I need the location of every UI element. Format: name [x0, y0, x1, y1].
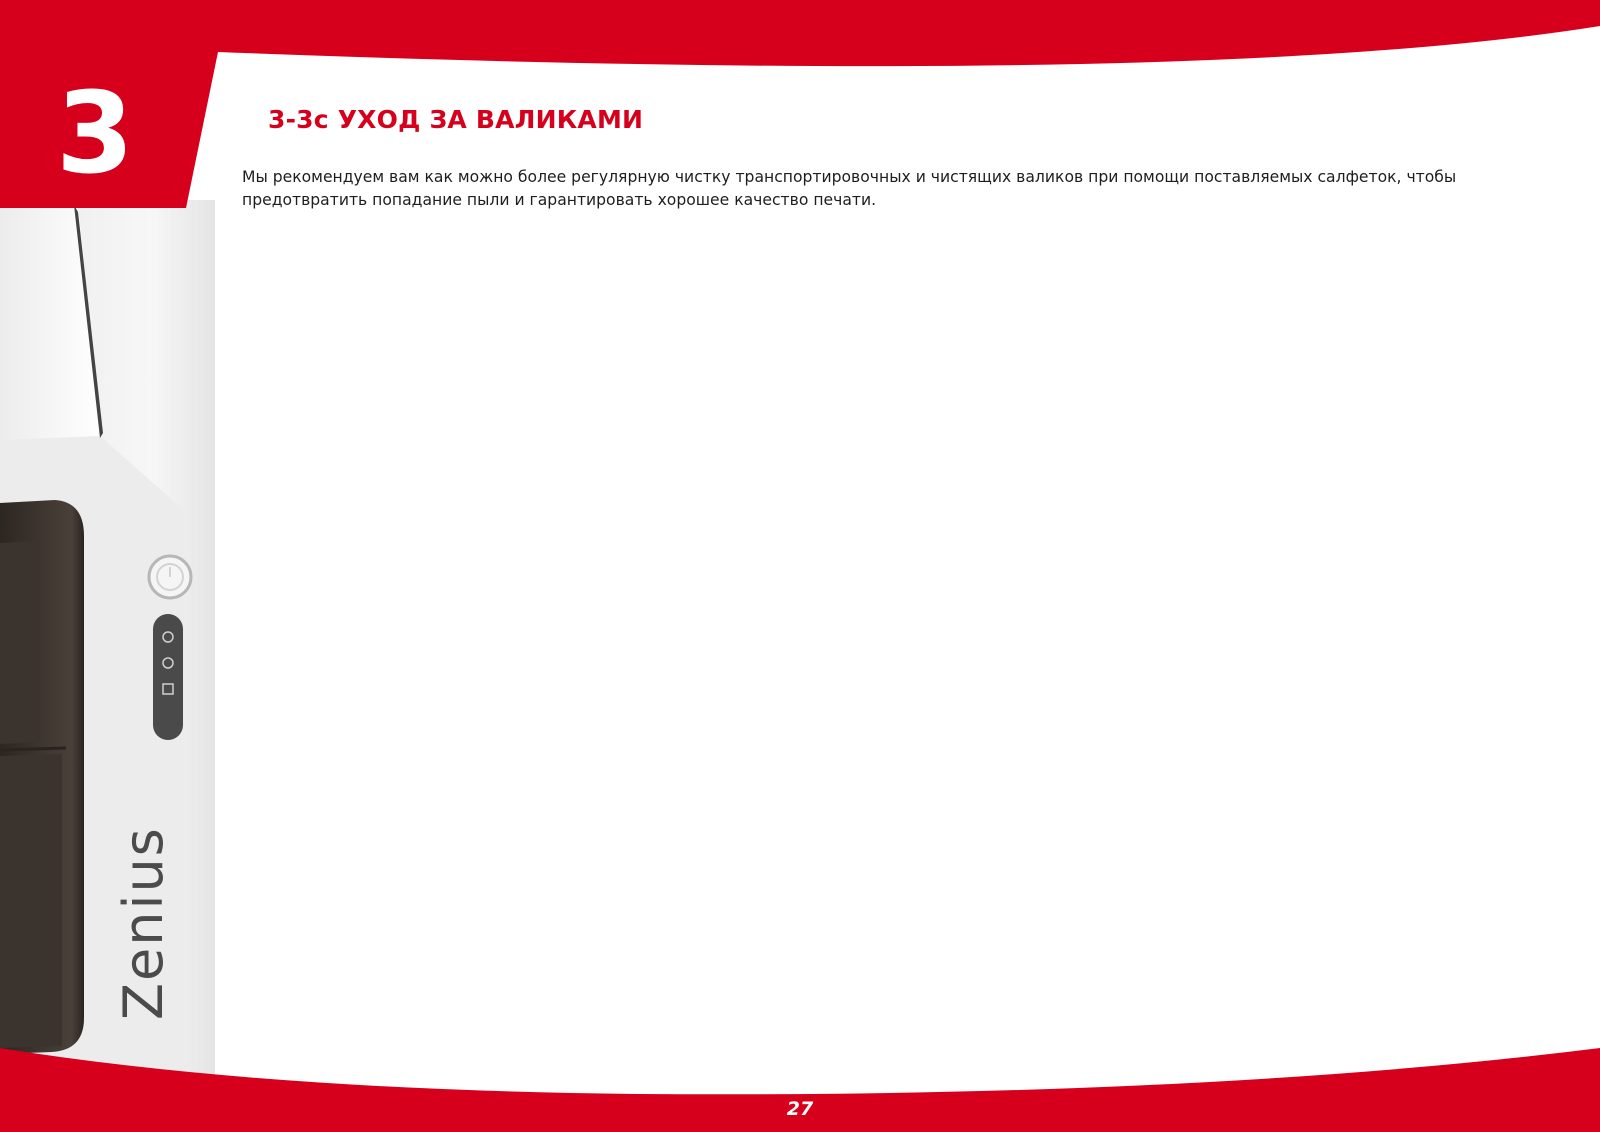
status-led-panel: [153, 614, 183, 740]
printer-brand-label: Zenius: [112, 826, 175, 1020]
section-body-text: Мы рекомендуем вам как можно более регулярную чистку транспортировочных и чистящих валиков при помощи поставляемых салфеток, чтобы предотвратить попадание пыли и гарантировать хорошее качество печати.: [242, 168, 1457, 209]
printer-photo: [0, 200, 215, 1080]
power-button-icon: [149, 556, 191, 598]
page-number: 27: [786, 1098, 814, 1120]
section-title: 3-3c УХОД ЗА ВАЛИКАМИ: [268, 105, 644, 134]
chapter-number: 3: [56, 69, 134, 199]
